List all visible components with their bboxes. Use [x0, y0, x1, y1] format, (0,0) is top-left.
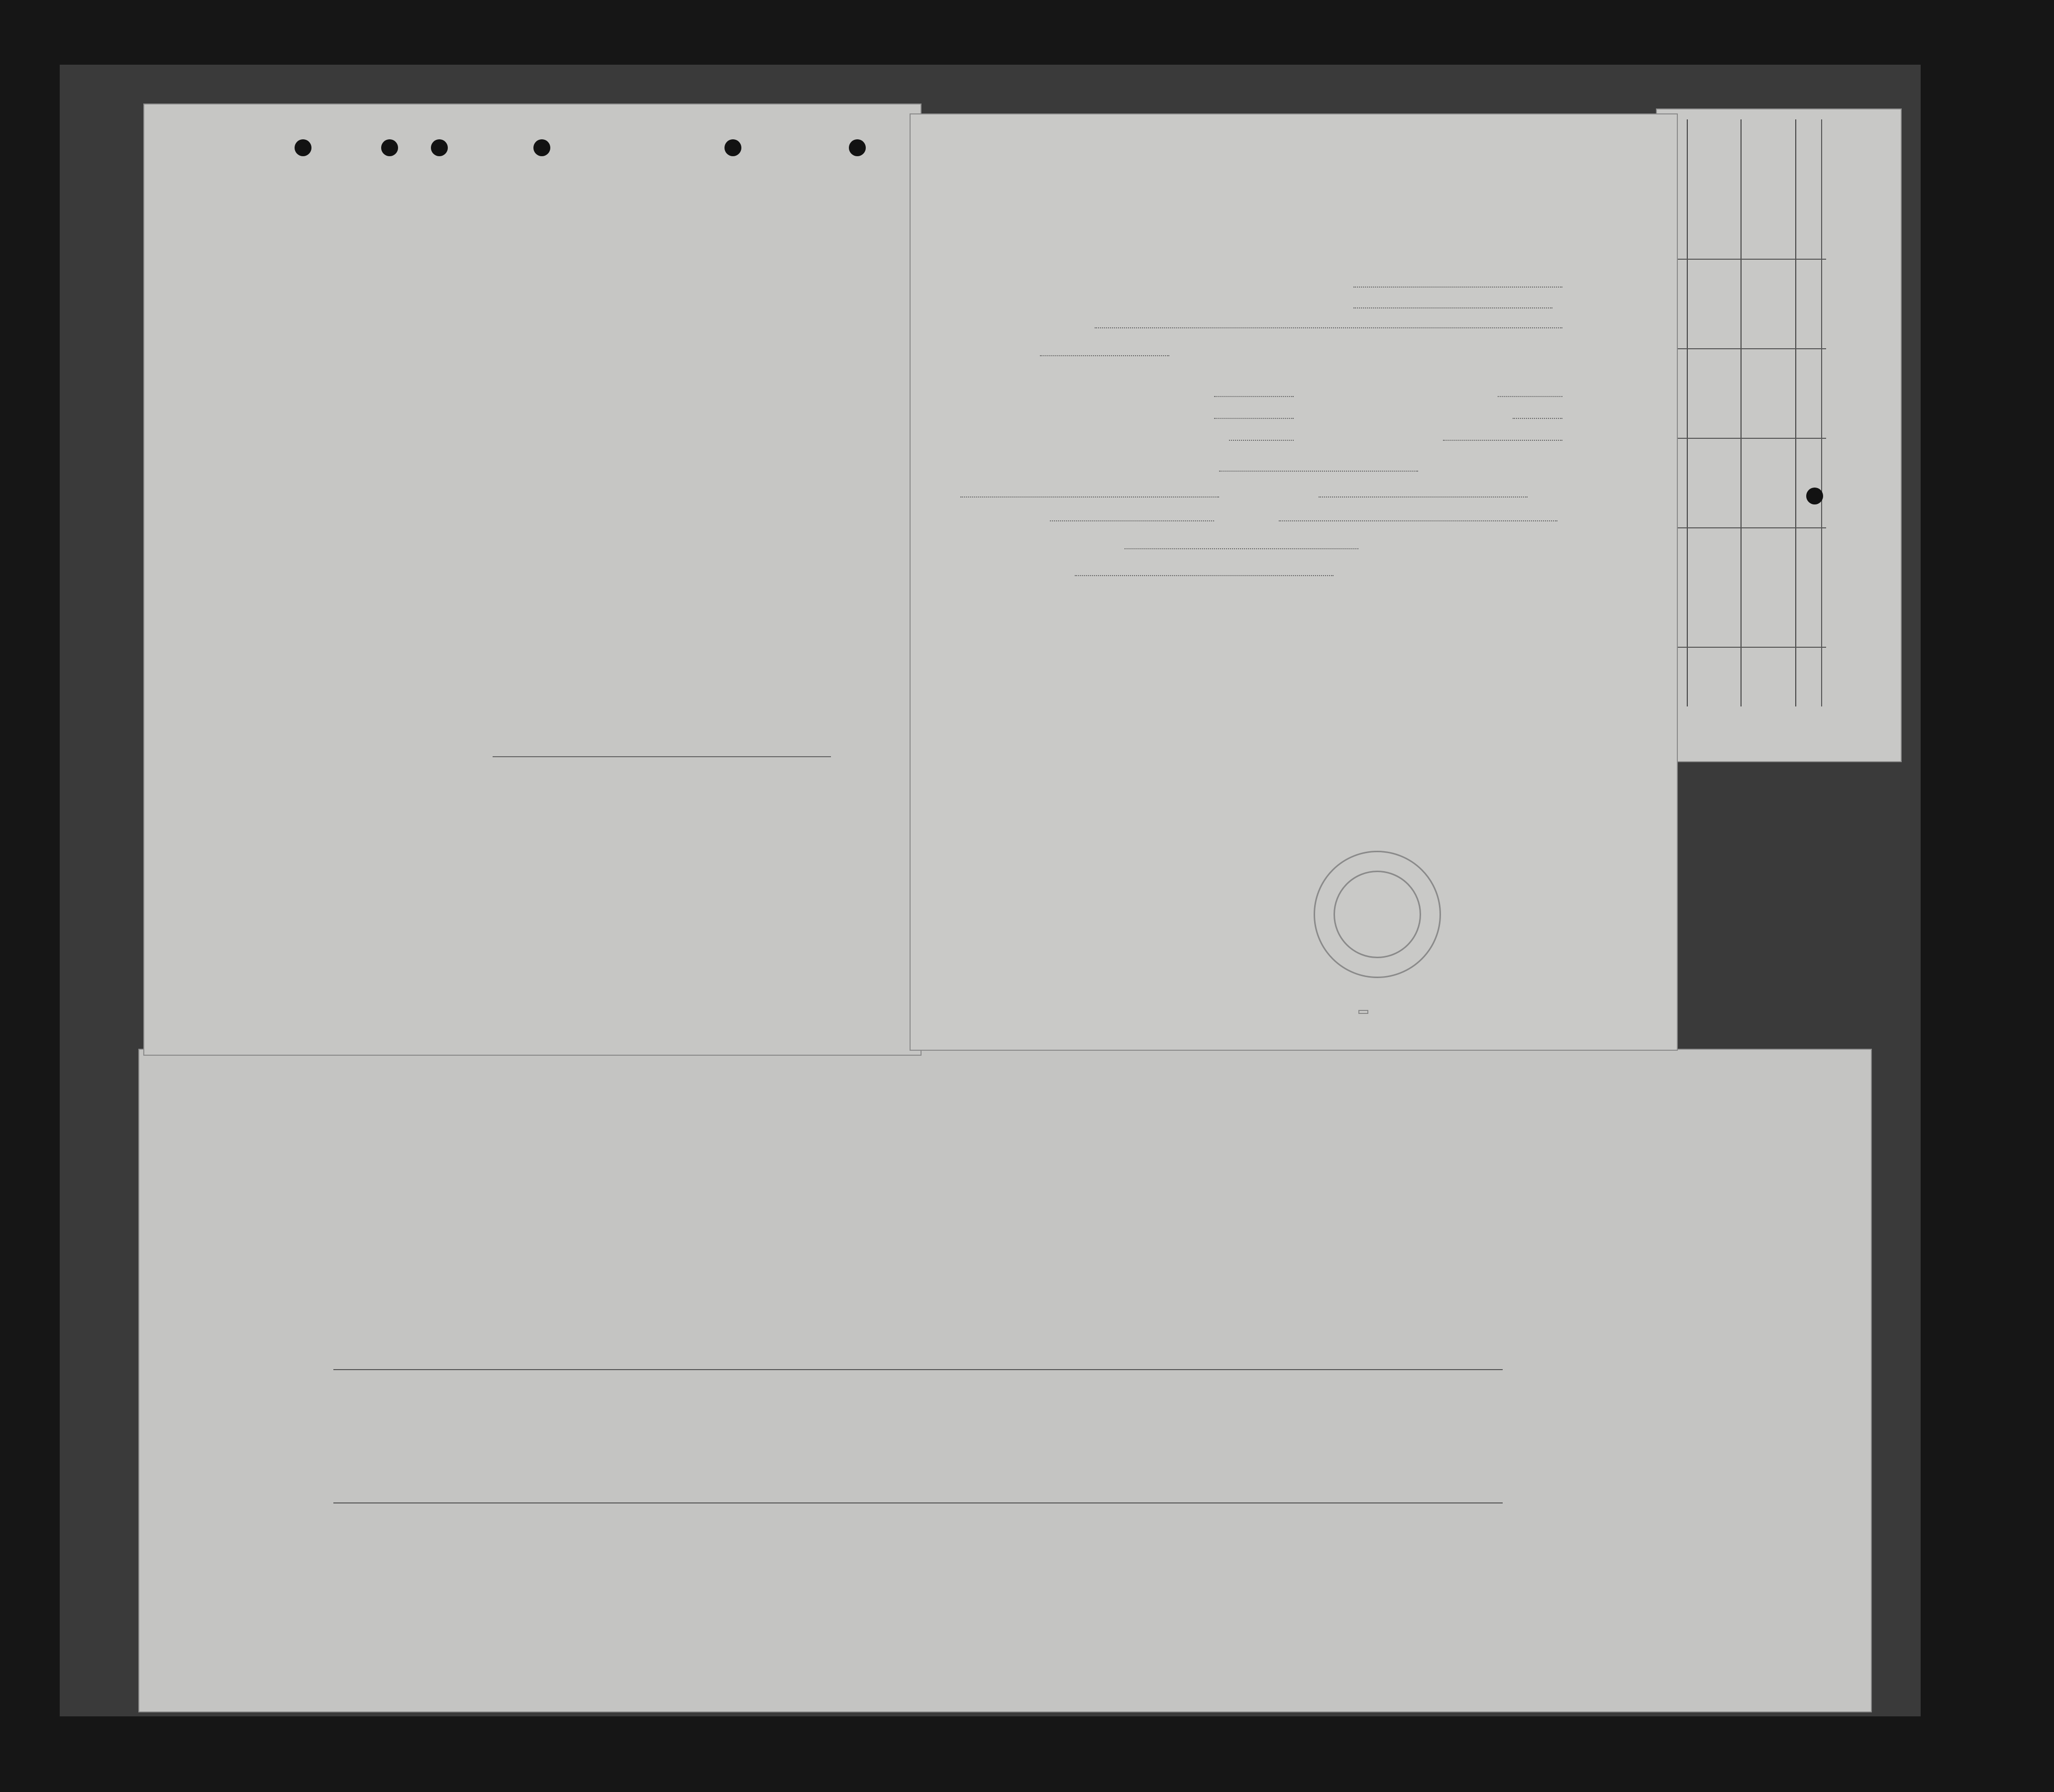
aliens-crew-sheet — [139, 1050, 1871, 1711]
remarks-ditto-line — [333, 1502, 1503, 1503]
crew-summary-strip — [1657, 109, 1901, 761]
punch-hole — [1806, 488, 1823, 504]
master-statement-page — [911, 114, 1677, 1050]
received-stamp — [1358, 1010, 1368, 1014]
seamen-signed-on-page — [144, 104, 921, 1055]
punch-hole — [431, 139, 448, 156]
punch-hole — [533, 139, 550, 156]
punch-hole — [849, 139, 866, 156]
punch-hole — [295, 139, 311, 156]
punch-hole — [724, 139, 741, 156]
physical-marks-ditto-line — [333, 1369, 1503, 1370]
punch-hole — [381, 139, 398, 156]
